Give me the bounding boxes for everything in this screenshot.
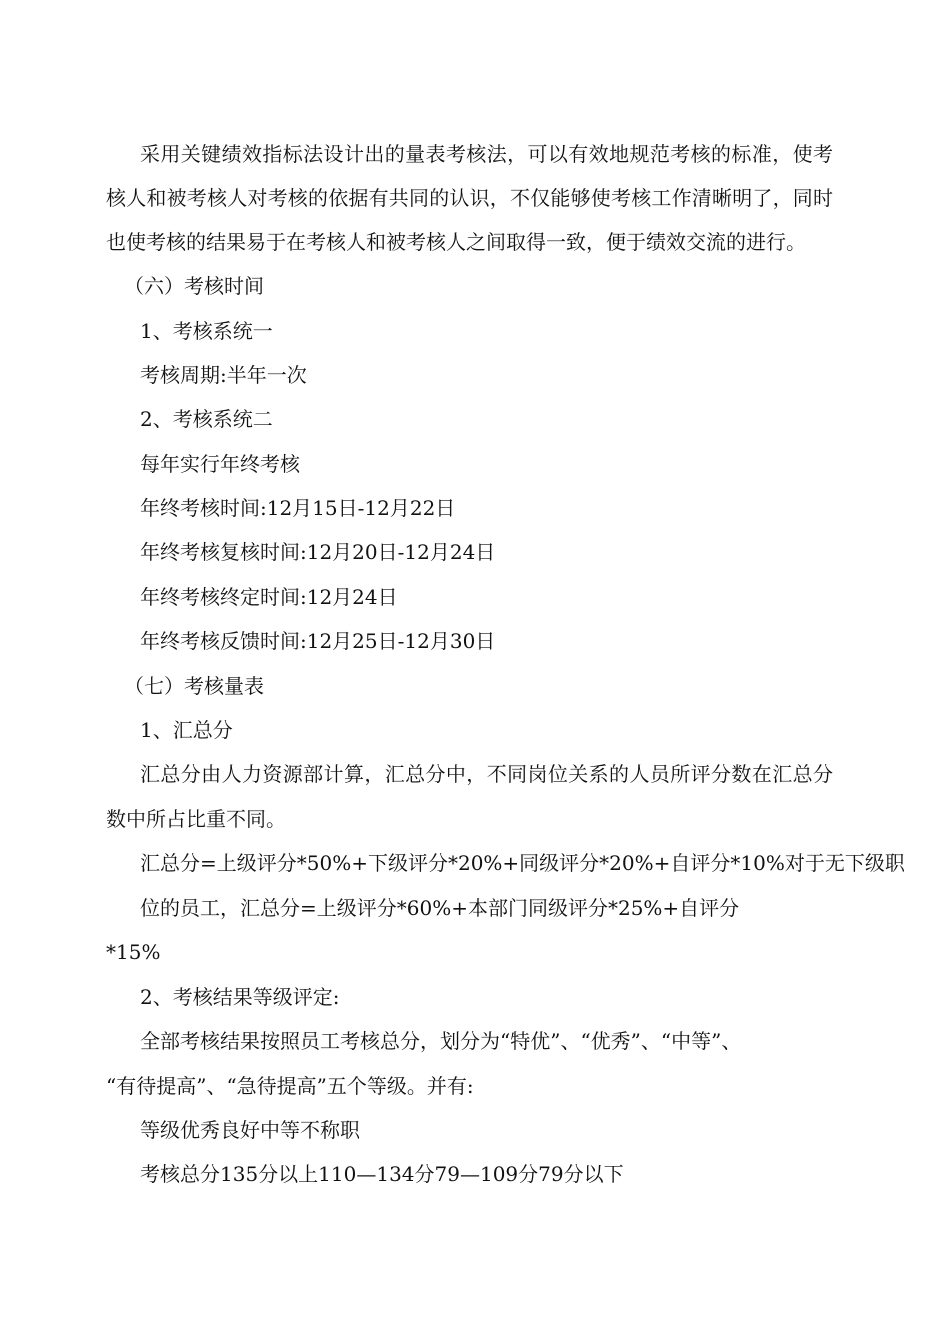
subsection-heading: 1、汇总分: [140, 718, 233, 742]
paragraph-line: 也使考核的结果易于在考核人和被考核人之间取得一致，便于绩效交流的进行。: [106, 230, 806, 254]
text-line: 年终考核反馈时间:12月25日-12月30日: [140, 629, 496, 653]
formula-line: *15%: [106, 940, 161, 964]
formula-line: 位的员工，汇总分=上级评分*60%+本部门同级评分*25%+自评分: [140, 896, 740, 920]
paragraph-line: 全部考核结果按照员工考核总分，划分为“特优”、“优秀”、“中等”、: [140, 1029, 742, 1053]
paragraph-line: 汇总分由人力资源部计算，汇总分中，不同岗位关系的人员所评分数在汇总分: [140, 762, 833, 786]
grade-line: 等级优秀良好中等不称职: [140, 1118, 360, 1142]
section-heading: （七）考核量表: [124, 674, 264, 698]
text-line: 考核周期:半年一次: [140, 363, 307, 387]
section-heading: （六）考核时间: [124, 274, 264, 298]
paragraph-line: 采用关键绩效指标法设计出的量表考核法，可以有效地规范考核的标准，使考: [140, 142, 833, 166]
score-line: 考核总分135分以上110—134分79—109分79分以下: [140, 1162, 624, 1186]
text-line: 年终考核终定时间:12月24日: [140, 585, 398, 609]
subsection-heading: 2、考核结果等级评定:: [140, 985, 340, 1009]
text-line: 年终考核复核时间:12月20日-12月24日: [140, 540, 496, 564]
paragraph-line: “有待提高”、“急待提高”五个等级。并有:: [106, 1074, 474, 1098]
formula-line: 汇总分=上级评分*50%+下级评分*20%+同级评分*20%+自评分*10%对于无下级职: [140, 851, 905, 875]
paragraph-line: 核人和被考核人对考核的依据有共同的认识，不仅能够使考核工作清晰明了，同时: [106, 186, 833, 210]
text-line: 每年实行年终考核: [140, 452, 300, 476]
paragraph-line: 数中所占比重不同。: [106, 807, 286, 831]
subsection-heading: 1、考核系统一: [140, 319, 273, 343]
subsection-heading: 2、考核系统二: [140, 407, 273, 431]
text-line: 年终考核时间:12月15日-12月22日: [140, 496, 456, 520]
